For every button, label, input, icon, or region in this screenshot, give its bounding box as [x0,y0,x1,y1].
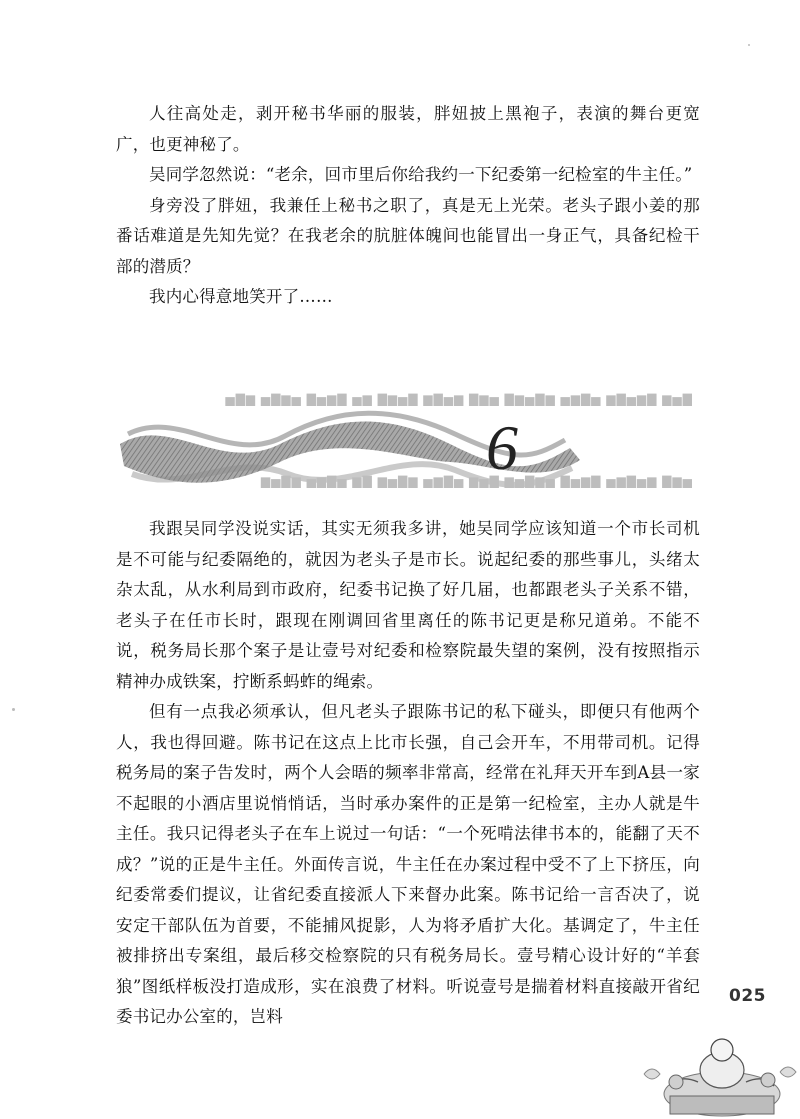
scan-speck [12,708,15,711]
page-number: 025 [729,986,766,1006]
paragraph: 吴同学忽然说：“老余，回市里后你给我约一下纪委第一纪检室的牛主任。” [149,165,693,184]
paragraph: 人往高处走，剥开秘书华丽的服装，胖妞披上黑袍子，表演的舞台更宽广，也更神秘了。 [116,104,700,154]
scan-speck [748,44,750,46]
paragraph: 但有一点我必须承认，但凡老头子跟陈书记的私下碰头，即便只有他两个人，我也得回避。陈书记在这点上比市长强，自己会开车，不用带司机。记得税务局的案子告发时，两个人会晤的频率非常高，经常在礼拜天开车到A县一家不起眼的小酒店里说悄悄话，当时承办案件的正是第一纪检室，主办人就是牛主任。我只记得老头子在车上说过一句话：“一个死啃法律书本的，能翻了天不成？”说的正是牛主任。外面传言说，牛主任在办案过程中受不了上下挤压，向纪委常委们提议，让省纪委直接派人下来督办此案。陈书记给一言否决了，说安定干部队伍为首要，不能捕风捉影，人为将矛盾扩大化。基调定了，牛主任被排挤出专案组，最后移交检察院的只有税务局长。壹号精心设计好的“羊套狼”图纸样板没打造成形，实在浪费了材料。听说壹号是揣着材料直接敲开省纪委书记办公室的，岂料 [116,702,700,1026]
banner-ghost-text: ▇▅▆ ▇▆▅▇▆ ▅▇▆▅ ▆▇▅▆▇ ▅▆▇ ▆▅▇▆ ▇▅▆▇ ▆▅ ▇▆▅▇ ▅▆▇▅ ▆▇▅ [224,392,692,406]
banner-ghost-text: ▅▆▇ ▆▅▇▆▅ ▇▆▅▇ ▅▆▇▅▆ ▇▅▆ ▅▇▆▅ ▆▇▅▆ ▇▆ ▅▇▆▅ ▆▇▅▆ [259,474,692,488]
paragraph: 我跟吴同学没说实话，其实无须我多讲，她吴同学应该知道一个市长司机是不可能与纪委隔绝的，就因为老头子是市长。说起纪委的那些事儿，头绪太杂太乱，从水利局到市政府，纪委书记换了好几届，也都跟老头子关系不错，老头子在任市长时，跟现在刚调回省里离任的陈书记更是称兄道弟。不能不说，税务局长那个案子是让壹号对纪委和检察院最失望的案例，没有按照指示精神办成铁案，拧断系蚂蚱的绳索。 [116,519,700,691]
chapter-banner [110,382,700,500]
body-text-top [116,99,700,313]
character-illustration-icon [640,1022,800,1119]
paragraph: 身旁没了胖妞，我兼任上秘书之职了，真是无上光荣。老头子跟小姜的那番话难道是先知先觉？在我老余的肮脏体魄间也能冒出一身正气，具备纪检干部的潜质？ [116,195,700,276]
chapter-number: 6 [486,412,518,483]
body-text-bottom [116,514,700,1033]
paragraph: 我内心得意地笑开了…… [149,287,333,306]
